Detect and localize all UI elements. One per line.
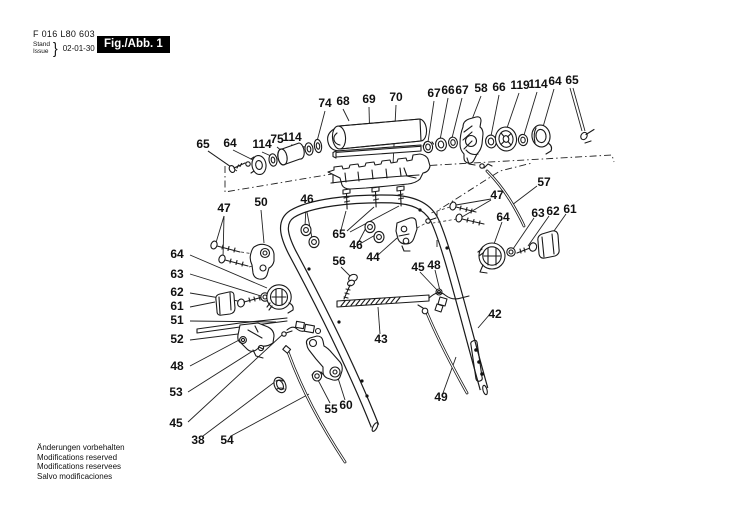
footer-notes <box>37 443 125 481</box>
part-label-46: 46 <box>349 238 363 252</box>
part-label-45: 45 <box>169 416 183 430</box>
part-label-45: 45 <box>411 260 425 274</box>
part-label-48: 48 <box>170 359 184 373</box>
part-label-70: 70 <box>389 90 403 104</box>
part-label-50: 50 <box>254 195 268 209</box>
footer-line-es: Salvo modificaciones <box>37 471 113 481</box>
part-label-114: 114 <box>528 77 548 91</box>
part-label-51: 51 <box>170 313 184 327</box>
part-label-119: 119 <box>510 78 530 92</box>
part-label-58: 58 <box>474 81 488 95</box>
figure-label: Fig./Abb. 1 <box>97 36 170 53</box>
part-label-114: 114 <box>252 137 272 151</box>
part-label-38: 38 <box>191 433 205 447</box>
stand-label: Stand <box>33 41 50 48</box>
part-label-42: 42 <box>488 307 502 321</box>
part-label-62: 62 <box>170 285 184 299</box>
part-label-53: 53 <box>169 385 183 399</box>
part-label-64: 64 <box>548 74 562 88</box>
part-label-69: 69 <box>362 92 376 106</box>
footer-line-de: Änderungen vorbehalten <box>37 443 125 452</box>
part-label-63: 63 <box>531 206 545 220</box>
part-label-114: 114 <box>282 130 302 144</box>
part-label-63: 63 <box>170 267 184 281</box>
part-label-61: 61 <box>563 202 577 216</box>
part-label-60: 60 <box>339 398 353 412</box>
part-label-44: 44 <box>366 250 380 264</box>
part-label-66: 66 <box>492 80 506 94</box>
brace-glyph: } <box>53 38 58 58</box>
part-label-66: 66 <box>441 83 455 97</box>
footer-line-fr: Modifications reservees <box>37 462 122 472</box>
part-label-67: 67 <box>427 86 441 100</box>
part-label-43: 43 <box>374 332 388 346</box>
issue-label: Issue <box>33 48 49 55</box>
part-label-46: 46 <box>300 192 314 206</box>
part-label-64: 64 <box>223 136 237 150</box>
part-label-57: 57 <box>537 175 551 189</box>
part-label-54: 54 <box>220 433 234 447</box>
part-label-65: 65 <box>332 227 346 241</box>
part-label-61: 61 <box>170 299 184 313</box>
wheel-kit-left <box>216 285 293 315</box>
part-label-64: 64 <box>496 210 510 224</box>
part-label-67: 67 <box>455 83 469 97</box>
part-label-49: 49 <box>434 390 448 404</box>
issue-date: 02-01-30 <box>62 43 95 53</box>
part-label-62: 62 <box>546 204 560 218</box>
footer-line-en: Modifications reserved <box>37 452 118 462</box>
part-label-74: 74 <box>318 96 332 110</box>
part-label-47: 47 <box>490 188 504 202</box>
part-label-56: 56 <box>332 254 346 268</box>
part-label-64: 64 <box>170 247 184 261</box>
part-label-65: 65 <box>565 73 579 87</box>
lever-linkage-group <box>197 318 342 395</box>
part-label-65: 65 <box>196 137 210 151</box>
part-label-47: 47 <box>217 201 231 215</box>
handlebar-tube <box>284 199 488 432</box>
wheel-kit-right <box>478 231 559 273</box>
part-label-52: 52 <box>170 332 184 346</box>
part-label-75: 75 <box>270 132 284 146</box>
part-label-68: 68 <box>336 94 350 108</box>
part-label-55: 55 <box>324 402 338 416</box>
part-label-48: 48 <box>427 258 441 272</box>
document-number: F 016 L80 603 <box>33 29 95 39</box>
